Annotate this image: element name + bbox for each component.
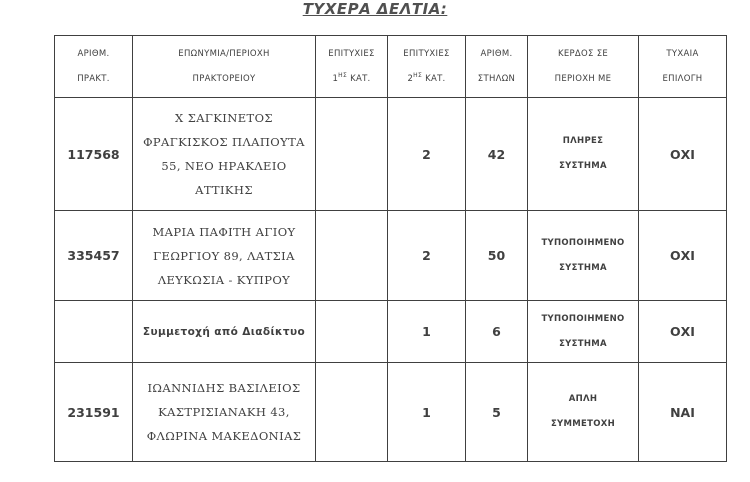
header-agency-name: ΕΠΩΝΥΜΙΑ/ΠΕΡΙΟΧΗ ΠΡΑΚΤΟΡΕΙΟΥ	[133, 36, 316, 98]
header-agency-number: ΑΡΙΘΜ. ΠΡΑΚΤ.	[55, 36, 133, 98]
win-area-cell: ΑΠΛΗ ΣΥΜΜΕΤΟΧΗ	[528, 363, 639, 462]
agency-name-cell: Χ ΣΑΓΚΙΝΕΤΟΣ ΦΡΑΓΚΙΣΚΟΣ ΠΛΑΠΟΥΤΑ 55, ΝΕΟ ΗΡΑΚΛΕΙΟ ΑΤΤΙΚΗΣ	[133, 98, 316, 211]
page-title: ΤΥΧΕΡΑ ΔΕΛΤΙΑ:	[302, 0, 448, 18]
agency-number-cell: 117568	[55, 98, 133, 211]
win-area-cell: ΤΥΠΟΠΟΙΗΜΕΝΟ ΣΥΣΤΗΜΑ	[528, 301, 639, 363]
agency-number-cell: 335457	[55, 211, 133, 301]
random-pick-cell: ΟΧΙ	[639, 211, 727, 301]
header-win-area: ΚΕΡΔΟΣ ΣΕ ΠΕΡΙΟΧΗ ΜΕ	[528, 36, 639, 98]
agency-name-cell: ΜΑΡΙΑ ΠΑΦΙΤΗ ΑΓΙΟΥ ΓΕΩΡΓΙΟΥ 89, ΛΑΤΣΙΑ ΛΕΥΚΩΣΙΑ - ΚΥΠΡΟΥ	[133, 211, 316, 301]
first-category-cell	[316, 363, 388, 462]
columns-count-cell: 6	[466, 301, 528, 363]
header-second-category: ΕΠΙΤΥΧΙΕΣ $2^{H\Sigma}$ ΚΑΤ.	[388, 36, 466, 98]
table-row	[55, 301, 727, 363]
random-pick-cell: ΟΧΙ	[639, 301, 727, 363]
random-pick-cell: ΝΑΙ	[639, 363, 727, 462]
first-category-cell	[316, 98, 388, 211]
header-columns-count: ΑΡΙΘΜ. ΣΤΗΛΩΝ	[466, 36, 528, 98]
first-category-cell	[316, 301, 388, 363]
columns-count-cell: 50	[466, 211, 528, 301]
second-category-cell: 2	[388, 98, 466, 211]
win-area-cell: ΠΛΗΡΕΣ ΣΥΣΤΗΜΑ	[528, 98, 639, 211]
columns-count-cell: 42	[466, 98, 528, 211]
table-row	[55, 211, 727, 301]
header-random-pick: ΤΥΧΑΙΑ ΕΠΙΛΟΓΗ	[639, 36, 727, 98]
table-row	[55, 98, 727, 211]
agency-number-cell: 231591	[55, 363, 133, 462]
header-row	[55, 36, 727, 98]
columns-count-cell: 5	[466, 363, 528, 462]
random-pick-cell: ΟΧΙ	[639, 98, 727, 211]
winning-tickets-table	[54, 35, 727, 462]
table-row	[55, 363, 727, 462]
win-area-cell: ΤΥΠΟΠΟΙΗΜΕΝΟ ΣΥΣΤΗΜΑ	[528, 211, 639, 301]
agency-name-cell: Συμμετοχή από Διαδίκτυο	[133, 301, 316, 363]
second-category-cell: 2	[388, 211, 466, 301]
second-category-cell: 1	[388, 363, 466, 462]
header-first-category: ΕΠΙΤΥΧΙΕΣ $1^{H\Sigma}$ ΚΑΤ.	[316, 36, 388, 98]
agency-number-cell	[55, 301, 133, 363]
first-category-cell	[316, 211, 388, 301]
agency-name-cell: ΙΩΑΝΝΙΔΗΣ ΒΑΣΙΛΕΙΟΣ ΚΑΣΤΡΙΣΙΑΝΑΚΗ 43, ΦΛΩΡΙΝΑ ΜΑΚΕΔΟΝΙΑΣ	[133, 363, 316, 462]
second-category-cell: 1	[388, 301, 466, 363]
